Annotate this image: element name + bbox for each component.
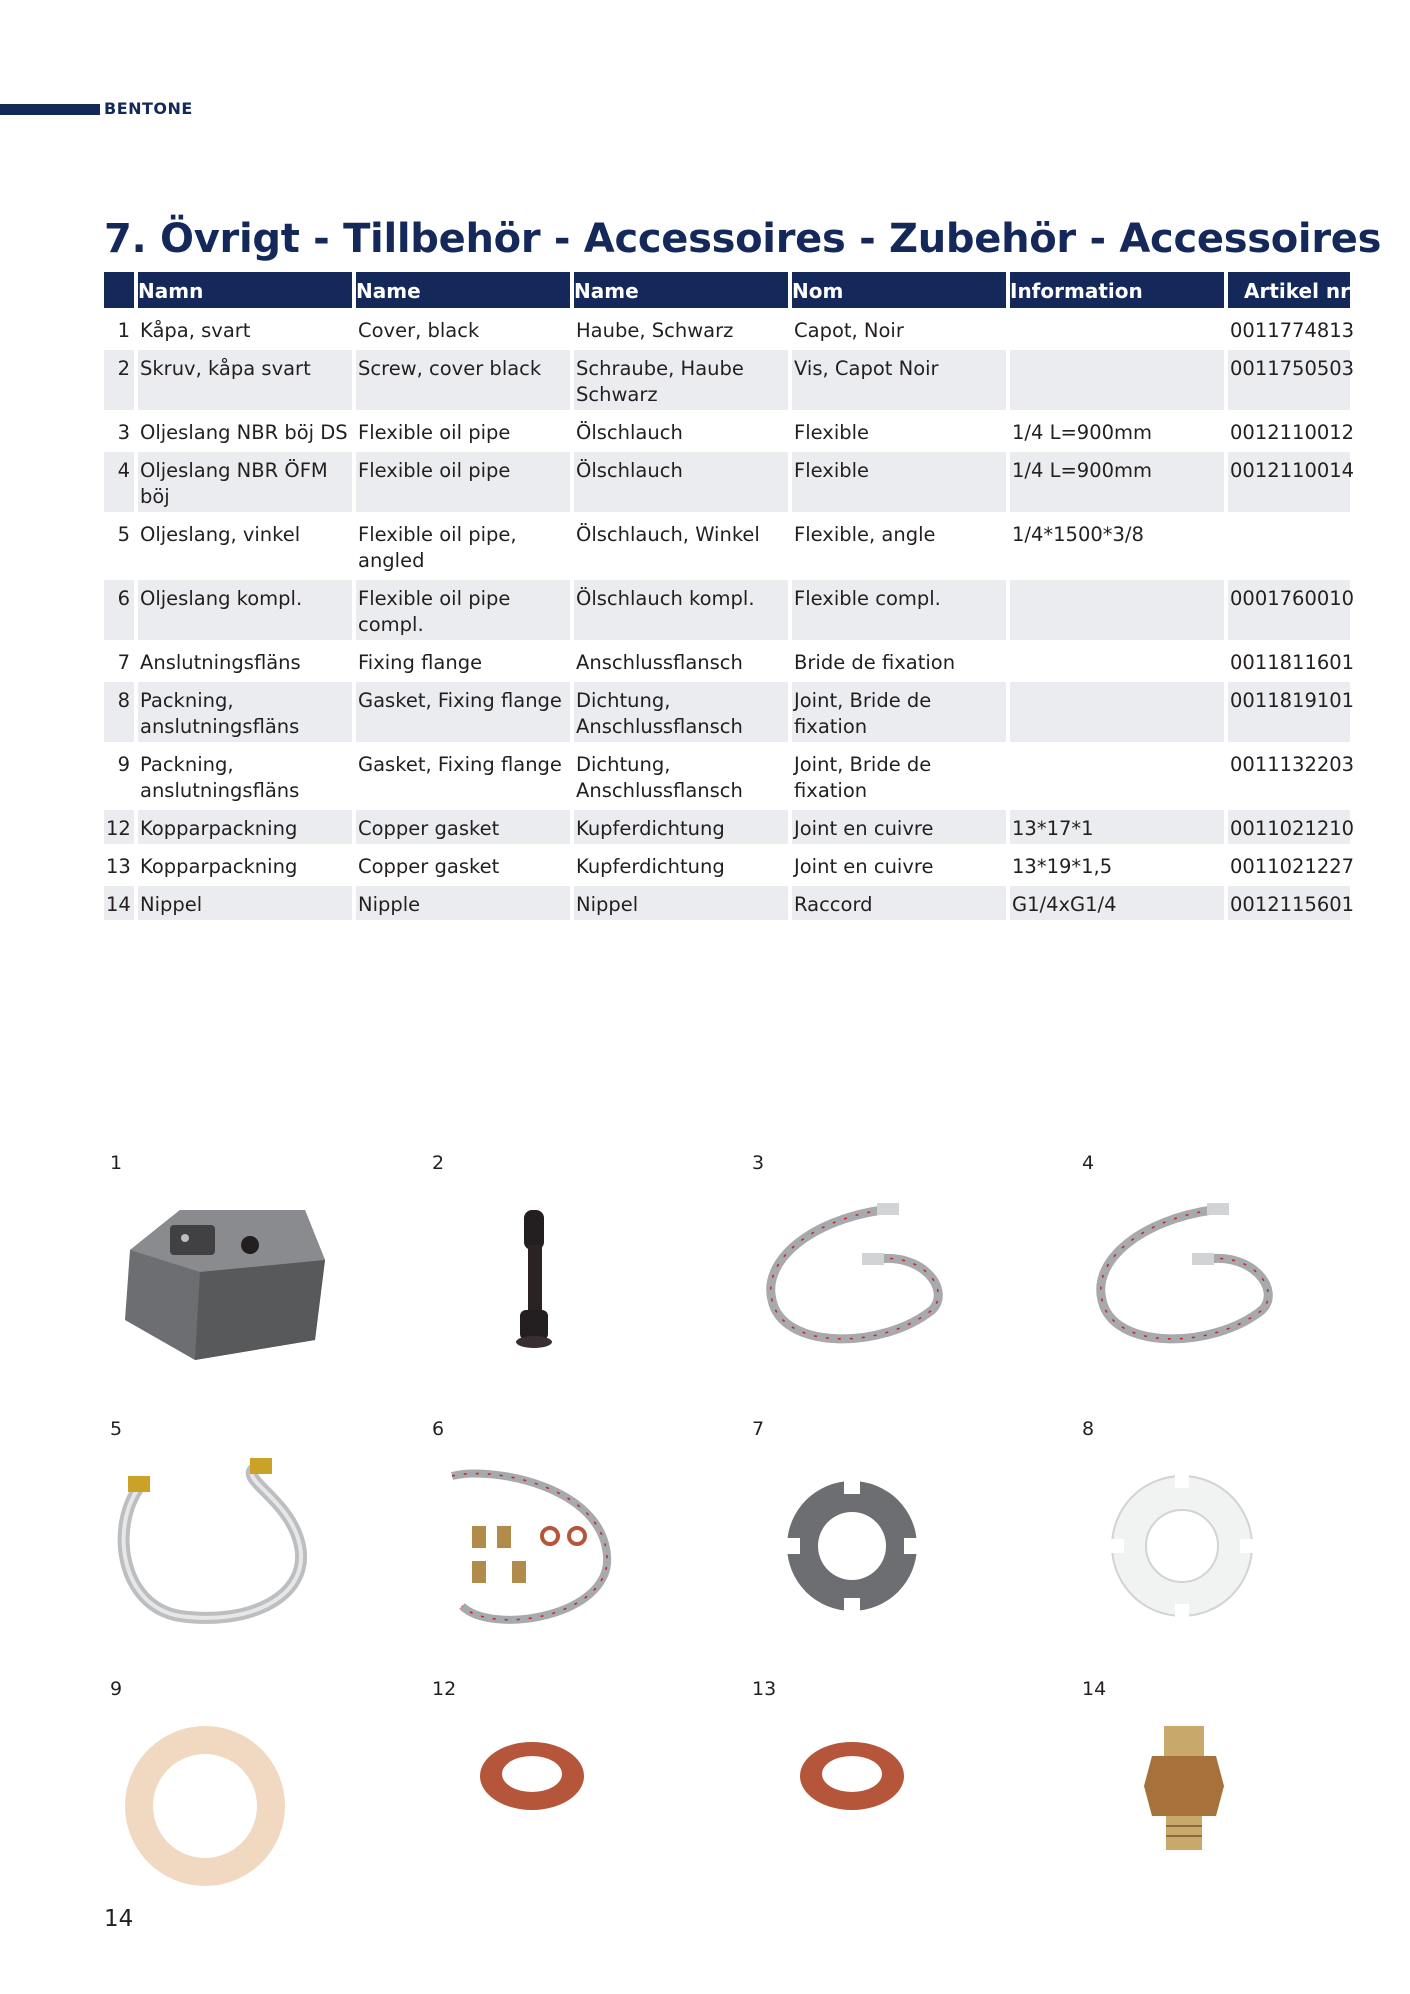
fixing-flange-image <box>752 1456 972 1636</box>
name-fr: Capot, Noir <box>794 319 904 342</box>
row-number: 12 <box>104 810 134 844</box>
name-sv: Anslutningsfläns <box>140 651 301 674</box>
angled-oil-pipe-image <box>110 1456 330 1636</box>
gasket-ring-image <box>110 1716 330 1896</box>
row-number: 9 <box>117 753 130 776</box>
thumbnail-label: 13 <box>752 1678 777 1700</box>
table-row <box>104 848 1350 882</box>
oil-pipe-kit-image <box>432 1456 652 1636</box>
product-thumbnail <box>110 1152 350 1392</box>
thumbnail-label: 8 <box>1082 1418 1095 1440</box>
name-fr: Flexible <box>794 421 870 444</box>
name-sv: Oljeslang kompl. <box>138 580 352 640</box>
information: 1/4 L=900mm <box>1010 452 1224 512</box>
name-fr: Vis, Capot Noir <box>792 350 1006 410</box>
name-en: Nipple <box>356 886 570 920</box>
article-number: 0001760010 <box>1228 580 1350 640</box>
product-thumbnail <box>432 1152 672 1392</box>
product-thumbnail <box>1082 1678 1322 1918</box>
table-row <box>104 644 1350 678</box>
thumbnail-label: 2 <box>432 1152 445 1174</box>
name-sv: Skruv, kåpa svart <box>138 350 352 410</box>
name-sv: Kåpa, svart <box>140 319 251 342</box>
information: G1/4xG1/4 <box>1010 886 1224 920</box>
column-header-name-en: Name <box>356 272 570 308</box>
product-thumbnail <box>110 1418 350 1658</box>
table-row <box>104 312 1350 346</box>
thumbnail-label: 5 <box>110 1418 123 1440</box>
parts-table <box>100 268 1354 924</box>
name-fr: Joint en cuivre <box>794 855 934 878</box>
article-number: 0012115601 <box>1228 886 1350 920</box>
name-fr: Raccord <box>792 886 1006 920</box>
thumbnail-label: 4 <box>1082 1152 1095 1174</box>
row-number: 13 <box>106 855 131 878</box>
information <box>1010 644 1224 678</box>
table-row <box>104 414 1350 448</box>
name-de: Nippel <box>574 886 788 920</box>
name-de: Anschlussflansch <box>576 651 743 674</box>
table-row <box>104 452 1350 512</box>
nipple-image <box>1082 1716 1302 1896</box>
name-de: Ölschlauch, Winkel <box>576 523 760 546</box>
article-number: 0011774813 <box>1230 319 1355 342</box>
name-fr: Flexible compl. <box>792 580 1006 640</box>
column-header-namn: Namn <box>138 272 352 308</box>
row-number: 7 <box>117 651 130 674</box>
table-body <box>104 312 1355 920</box>
name-en: Gasket, Fixing flange <box>356 682 570 742</box>
name-fr: Flexible <box>792 452 1006 512</box>
article-number: 0012110014 <box>1228 452 1350 512</box>
table-row <box>104 580 1350 640</box>
product-thumbnail <box>1082 1418 1322 1658</box>
page-title: 7. Övrigt - Tillbehör - Accessoires - Zubehör - Accessoires <box>104 216 1382 262</box>
table-row <box>104 810 1350 844</box>
brand-name: BENTONE <box>104 99 193 118</box>
name-en: Copper gasket <box>356 810 570 844</box>
name-de: Ölschlauch kompl. <box>574 580 788 640</box>
name-en: Flexible oil pipe <box>356 452 570 512</box>
information: 1/4 L=900mm <box>1012 421 1152 444</box>
row-number: 3 <box>117 421 130 444</box>
thumbnail-label: 14 <box>1082 1678 1107 1700</box>
table-row <box>104 746 1350 806</box>
name-sv: Nippel <box>138 886 352 920</box>
table-row <box>104 682 1350 742</box>
page-number: 14 <box>104 1906 134 1932</box>
thumbnail-label: 12 <box>432 1678 457 1700</box>
flange-gasket-image <box>1082 1456 1302 1636</box>
thumbnail-label: 3 <box>752 1152 765 1174</box>
article-number: 0011819101 <box>1228 682 1350 742</box>
article-number: 0011811601 <box>1230 651 1355 674</box>
name-en: Cover, black <box>358 319 480 342</box>
name-fr: Joint, Bride de fixation <box>794 753 932 802</box>
information <box>1010 682 1224 742</box>
name-sv: Kopparpackning <box>138 810 352 844</box>
row-number: 2 <box>104 350 134 410</box>
name-fr: Joint, Bride de fixation <box>792 682 1006 742</box>
information <box>1010 350 1224 410</box>
thumbnail-label: 9 <box>110 1678 123 1700</box>
name-fr: Bride de fixation <box>794 651 956 674</box>
row-number: 1 <box>117 319 130 342</box>
information <box>1010 312 1224 346</box>
article-number: 0011021227 <box>1230 855 1355 878</box>
product-thumbnail <box>110 1678 350 1918</box>
table-row <box>104 886 1350 920</box>
flexible-oil-pipe-image <box>752 1190 972 1370</box>
name-en: Screw, cover black <box>356 350 570 410</box>
screw-image <box>432 1190 652 1370</box>
product-thumbnail <box>1082 1152 1322 1392</box>
name-de: Kupferdichtung <box>576 855 725 878</box>
row-number: 6 <box>104 580 134 640</box>
name-en: Flexible oil pipe compl. <box>356 580 570 640</box>
header-spacer <box>104 272 134 308</box>
row-number: 14 <box>104 886 134 920</box>
name-sv: Packning, anslutningsfläns <box>138 682 352 742</box>
name-de: Ölschlauch <box>574 452 788 512</box>
article-number: 0011750503 <box>1228 350 1350 410</box>
column-header-nom: Nom <box>792 272 1006 308</box>
name-en: Flexible oil pipe <box>358 421 511 444</box>
product-thumbnail <box>752 1152 992 1392</box>
name-de: Haube, Schwarz <box>576 319 734 342</box>
name-de: Ölschlauch <box>576 421 683 444</box>
brand-bar <box>0 104 100 115</box>
name-sv: Oljeslang, vinkel <box>140 523 301 546</box>
information: 13*17*1 <box>1010 810 1224 844</box>
thumbnail-label: 7 <box>752 1418 765 1440</box>
column-header-artikel-nr: Artikel nr <box>1228 272 1350 308</box>
name-de: Kupferdichtung <box>574 810 788 844</box>
name-sv: Kopparpackning <box>140 855 298 878</box>
copper-gasket-image <box>752 1716 972 1896</box>
name-de: Dichtung, Anschlussflansch <box>576 753 743 802</box>
row-number: 5 <box>117 523 130 546</box>
name-en: Flexible oil pipe, angled <box>358 523 517 572</box>
name-fr: Joint en cuivre <box>792 810 1006 844</box>
article-number <box>1228 516 1350 576</box>
name-de: Schraube, Haube Schwarz <box>574 350 788 410</box>
article-number: 0012110012 <box>1230 421 1355 444</box>
product-thumbnail <box>432 1418 672 1658</box>
information: 13*19*1,5 <box>1012 855 1113 878</box>
table-row <box>104 350 1350 410</box>
column-header-name-de: Name <box>574 272 788 308</box>
table-header-row <box>104 272 1350 308</box>
copper-gasket-image <box>432 1716 652 1896</box>
information <box>1010 746 1224 806</box>
product-thumbnail <box>432 1678 672 1918</box>
name-en: Copper gasket <box>358 855 500 878</box>
article-number: 0011021210 <box>1228 810 1350 844</box>
information <box>1010 580 1224 640</box>
black-cover-image <box>110 1190 330 1370</box>
name-sv: Packning, anslutningsfläns <box>140 753 300 802</box>
name-de: Dichtung, Anschlussflansch <box>574 682 788 742</box>
table-row <box>104 516 1350 576</box>
product-thumbnail <box>752 1678 992 1918</box>
article-number: 0011132203 <box>1230 753 1355 776</box>
thumbnail-label: 6 <box>432 1418 445 1440</box>
name-en: Fixing flange <box>358 651 483 674</box>
column-header-information: Information <box>1010 272 1224 308</box>
name-sv: Oljeslang NBR böj DS <box>140 421 348 444</box>
name-en: Gasket, Fixing flange <box>358 753 562 776</box>
product-thumbnail <box>752 1418 992 1658</box>
row-number: 4 <box>104 452 134 512</box>
information: 1/4*1500*3/8 <box>1012 523 1144 546</box>
thumbnail-label: 1 <box>110 1152 123 1174</box>
name-fr: Flexible, angle <box>794 523 936 546</box>
flexible-oil-pipe-image <box>1082 1190 1302 1370</box>
name-sv: Oljeslang NBR ÖFM böj <box>138 452 352 512</box>
row-number: 8 <box>104 682 134 742</box>
